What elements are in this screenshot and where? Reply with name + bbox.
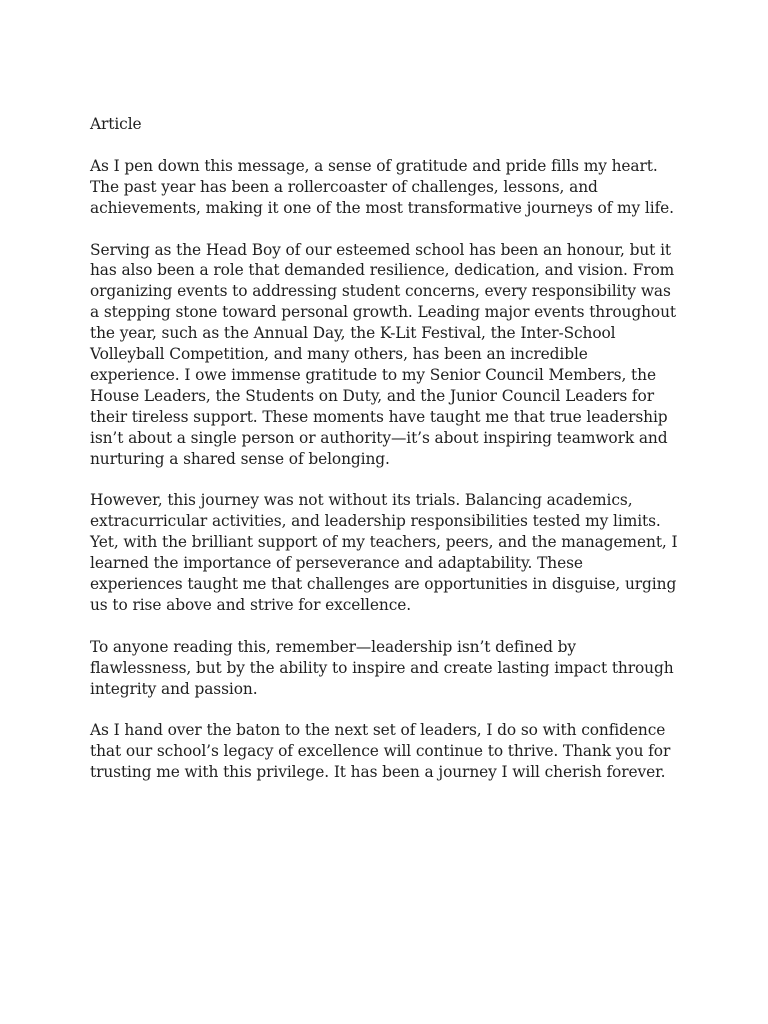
paragraph-1: As I pen down this message, a sense of gratitude and pride fills my heart. The past year has been a rollercoaster of challenges, lessons, and achievements, making it one of the most transformative journeys of my life. (90, 156, 674, 217)
paragraph-2: Serving as the Head Boy of our esteemed school has been an honour, but it has also been a role that demanded resilience, dedication, and vision. From organizing events to addressing student concerns, every responsibility was a stepping stone toward personal growth. Leading major events throughout the year, such as the Annual Day, the K-Lit Festival, the Inter-School Volleyball Competition, and many others, has been an incredible experience. I owe immense gratitude to my Senior Council Members, the House Leaders, the Students on Duty, and the Junior Council Leaders for their tireless support. These moments have taught me that true leadership isn’t about a single person or authority—it’s about inspiring teamwork and nurturing a shared sense of belonging. (90, 240, 676, 468)
document-page (90, 114, 690, 804)
paragraph-4: To anyone reading this, remember—leadership isn’t defined by flawlessness, but by the ability to inspire and create lasting impact through integrity and passion. (90, 637, 674, 698)
paragraph-5: As I hand over the baton to the next set of leaders, I do so with confidence that our school’s legacy of excellence will continue to thrive. Thank you for trusting me with this privilege. It has been a journey I will cherish forever. (90, 721, 671, 782)
paragraph-3: However, this journey was not without its trials. Balancing academics, extracurricular activities, and leadership responsibilities tested my limits. Yet, with the brilliant support of my teachers, peers, and the management, I learned the importance of perseverance and adaptability. These experiences taught me that challenges are opportunities in disguise, urging us to rise above and strive for excellence. (90, 491, 678, 614)
document-heading: Article (90, 115, 142, 133)
